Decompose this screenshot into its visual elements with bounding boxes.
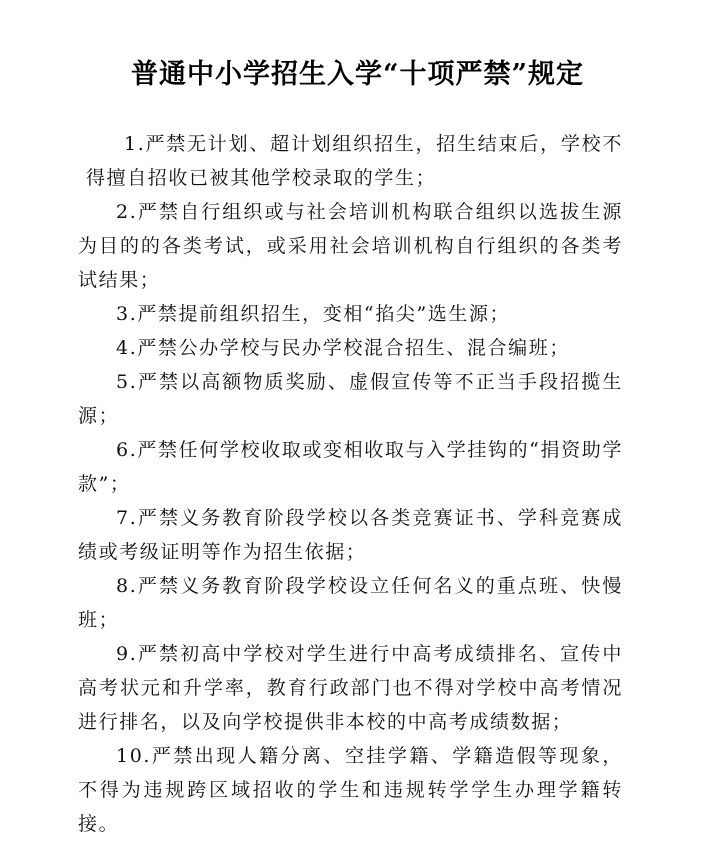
regulation-item-8: 8.严禁义务教育阶段学校设立任何名义的重点班、快慢班； [78, 575, 623, 631]
regulation-item-1: 1.严禁无计划、超计划组织招生，招生结束后，学校不得擅自招收已被其他学校录取的学生； [86, 133, 623, 189]
regulation-item-2: 2.严禁自行组织或与社会培训机构联合组织以选拔生源为目的的各类考试，或采用社会培训机构自行组织的各类考试结果； [78, 201, 623, 291]
document-title: 普通中小学招生入学“十项严禁”规定 [130, 59, 585, 90]
regulation-item-4: 4.严禁公办学校与民办学校混合招生、混合编班； [116, 337, 570, 359]
regulation-item-10: 10.严禁出现人籍分离、空挂学籍、学籍造假等现象，不得为违规跨区域招收的学生和违规转学学生办理学籍转接。 [78, 745, 623, 835]
regulation-list [78, 127, 623, 841]
regulation-item-7: 7.严禁义务教育阶段学校以各类竞赛证书、学科竞赛成绩或考级证明等作为招生依据； [78, 507, 623, 563]
regulation-item-5: 5.严禁以高额物质奖励、虚假宣传等不正当手段招揽生源； [78, 371, 623, 427]
regulation-item-6: 6.严禁任何学校收取或变相收取与入学挂钩的“捐资助学款”； [78, 439, 623, 495]
regulation-item-3: 3.严禁提前组织招生，变相“掐尖”选生源； [116, 303, 511, 325]
regulation-item-9: 9.严禁初高中学校对学生进行中高考成绩排名、宣传中高考状元和升学率，教育行政部门也不得对学校中高考情况进行排名，以及向学校提供非本校的中高考成绩数据； [78, 643, 623, 733]
